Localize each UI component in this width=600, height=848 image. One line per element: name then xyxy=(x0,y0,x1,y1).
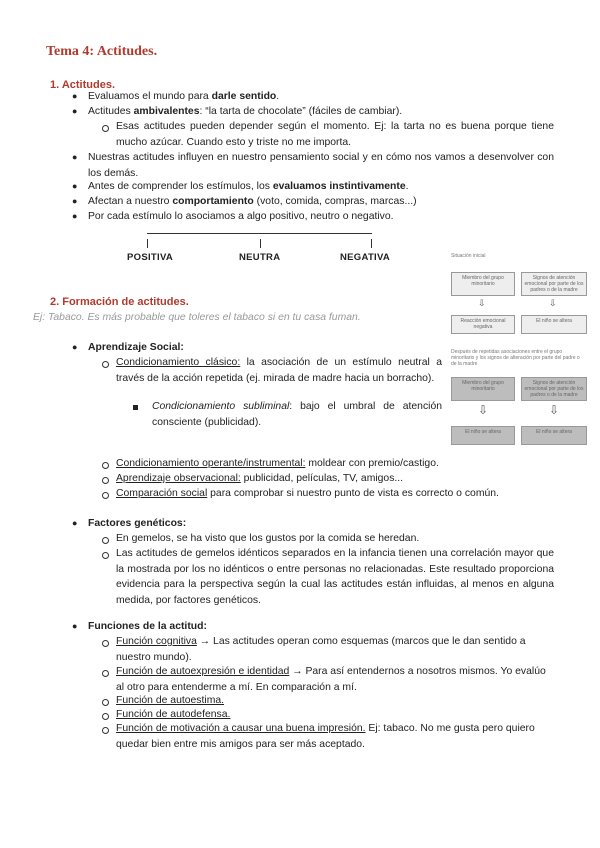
diagram-2-box-b: Signos de atención emocional por parte de los padres o de la madre xyxy=(521,377,587,401)
scale-tick xyxy=(147,239,148,248)
function-self-defense: Función de autodefensa. xyxy=(116,709,231,720)
sub-bullet xyxy=(102,727,109,734)
diagram-1-box-b: Signos de atención emocional por parte de los padres o de la madre xyxy=(521,272,587,296)
diagram-1-box-c: Reacción emocional negativa xyxy=(451,315,515,334)
genetic-factors-title: Factores genéticos: xyxy=(88,518,187,529)
down-arrow-icon: ⇩ xyxy=(549,403,560,417)
functions-title: Funciones de la actitud: xyxy=(88,621,207,632)
observational-learning: Aprendizaje observacional: publicidad, películas, TV, amigos... xyxy=(116,473,404,484)
section-2-heading: 2. Formación de actitudes. xyxy=(50,296,189,308)
diagram-2-box-c: El niño se altera xyxy=(451,426,515,445)
diagram-2-box-a: Miembro del grupo minoritario xyxy=(451,377,515,401)
scale-tick xyxy=(260,239,261,248)
attitude-point-2-sub: Esas actitudes pueden depender según el momento. Ej: la tarta no es buena porque tiene mucho azúcar. Cuando esto y triste no me importa. xyxy=(116,121,554,148)
bullet: ● xyxy=(72,621,78,631)
scale-positive: POSITIVA xyxy=(127,252,174,263)
bullet: ● xyxy=(72,152,78,162)
attitude-point-5: Afectan a nuestro comportamiento (voto, comida, compras, marcas...) xyxy=(88,196,417,207)
bullet: ● xyxy=(72,518,78,528)
sub-bullet xyxy=(102,552,109,559)
down-arrow-icon: ⇩ xyxy=(478,298,486,308)
sub-bullet xyxy=(102,462,109,469)
sub-bullet xyxy=(102,640,109,647)
sub-bullet xyxy=(102,125,109,132)
operant-conditioning: Condicionamiento operante/instrumental: moldear con premio/castigo. xyxy=(116,458,439,469)
section-1-heading: 1. Actitudes. xyxy=(50,79,115,91)
bullet: ● xyxy=(72,342,78,352)
bullet: ● xyxy=(72,196,78,206)
social-comparison: Comparación social para comprobar si nuestro punto de vista es correcto o común. xyxy=(116,488,499,499)
down-arrow-icon: ⇩ xyxy=(478,403,489,417)
function-cognitive: Función cognitiva → Las actitudes operan como esquemas (marcos que le dan sentido a nuestro mundo). xyxy=(116,636,526,663)
tobacco-example: Ej: Tabaco. Es más probable que toleres el tabaco si en tu casa fuman. xyxy=(33,312,361,323)
bullet: ● xyxy=(72,106,78,116)
down-arrow-icon: ⇩ xyxy=(549,298,557,308)
sub-bullet xyxy=(102,670,109,677)
scale-tick xyxy=(371,239,372,248)
bullet: ● xyxy=(72,181,78,191)
diagram-2-caption: Después de repetidas asociaciones entre el grupo minoritario y los signos de alteración por parte del padre o de la madre xyxy=(451,349,580,367)
genetic-point-1: En gemelos, se ha visto que los gustos por la comida se heredan. xyxy=(116,533,420,544)
page-title: Tema 4: Actitudes. xyxy=(46,44,158,59)
social-learning-title: Aprendizaje Social: xyxy=(88,342,184,353)
diagram-1-box-d: El niño se altera xyxy=(521,315,587,334)
subliminal-conditioning: Condicionamiento subliminal: bajo el umbral de atención consciente (publicidad). xyxy=(152,401,443,428)
attitude-point-3: Nuestras actitudes influyen en nuestro pensamiento social y en cómo nos vamos a desenvolver con los demás. xyxy=(88,152,554,179)
sub-bullet xyxy=(102,477,109,484)
sub-bullet xyxy=(102,537,109,544)
bullet: ● xyxy=(72,91,78,101)
diagram-1-caption: Situación inicial xyxy=(451,253,486,259)
attitude-point-1: Evaluamos el mundo para darle sentido. xyxy=(88,91,280,102)
function-motivation: Función de motivación a causar una buena impresión. Ej: tabaco. No me gusta pero quiero quedar bien entre mis amigos para ser más aceptado. xyxy=(116,723,535,750)
genetic-point-2: Las actitudes de gemelos idénticos separados en la infancia tienen una correlación mayor que la mostrada por los no idénticos o entre personas no relacionadas. Este resultado proporciona evidencia para la perspectiva según la cual las actitudes están influidas, al menos en alguna medida, por factores genéticos. xyxy=(116,548,554,606)
diagram-2-box-d: El niño se altera xyxy=(521,426,587,445)
scale-line xyxy=(147,233,372,234)
attitude-point-6: Por cada estímulo lo asociamos a algo positivo, neutro o negativo. xyxy=(88,211,394,222)
attitude-point-4: Antes de comprender los estímulos, los evaluamos instintivamente. xyxy=(88,181,409,192)
bullet: ● xyxy=(72,211,78,221)
scale-negative: NEGATIVA xyxy=(340,252,391,263)
scale-neutral: NEUTRA xyxy=(239,252,281,263)
sub-bullet xyxy=(102,361,109,368)
sub-bullet xyxy=(102,713,109,720)
square-bullet xyxy=(133,405,138,410)
diagram-1-box-a: Miembro del grupo minoritario xyxy=(451,272,515,296)
function-self-esteem: Función de autoestima. xyxy=(116,695,225,706)
classical-conditioning: Condicionamiento clásico: la asociación de un estímulo neutral a través de la acción repetida (ej. mirada de madre hacia un borracho). xyxy=(116,357,443,384)
attitude-point-2: Actitudes ambivalentes: “la tarta de chocolate” (fáciles de cambiar). xyxy=(88,106,403,117)
function-self-expression: Función de autoexpresión e identidad → Para así entendernos a nosotros mismos. Yo evalúo al otro para entenderme a mí. En comparación a mí. xyxy=(116,666,546,693)
sub-bullet xyxy=(102,699,109,706)
sub-bullet xyxy=(102,492,109,499)
